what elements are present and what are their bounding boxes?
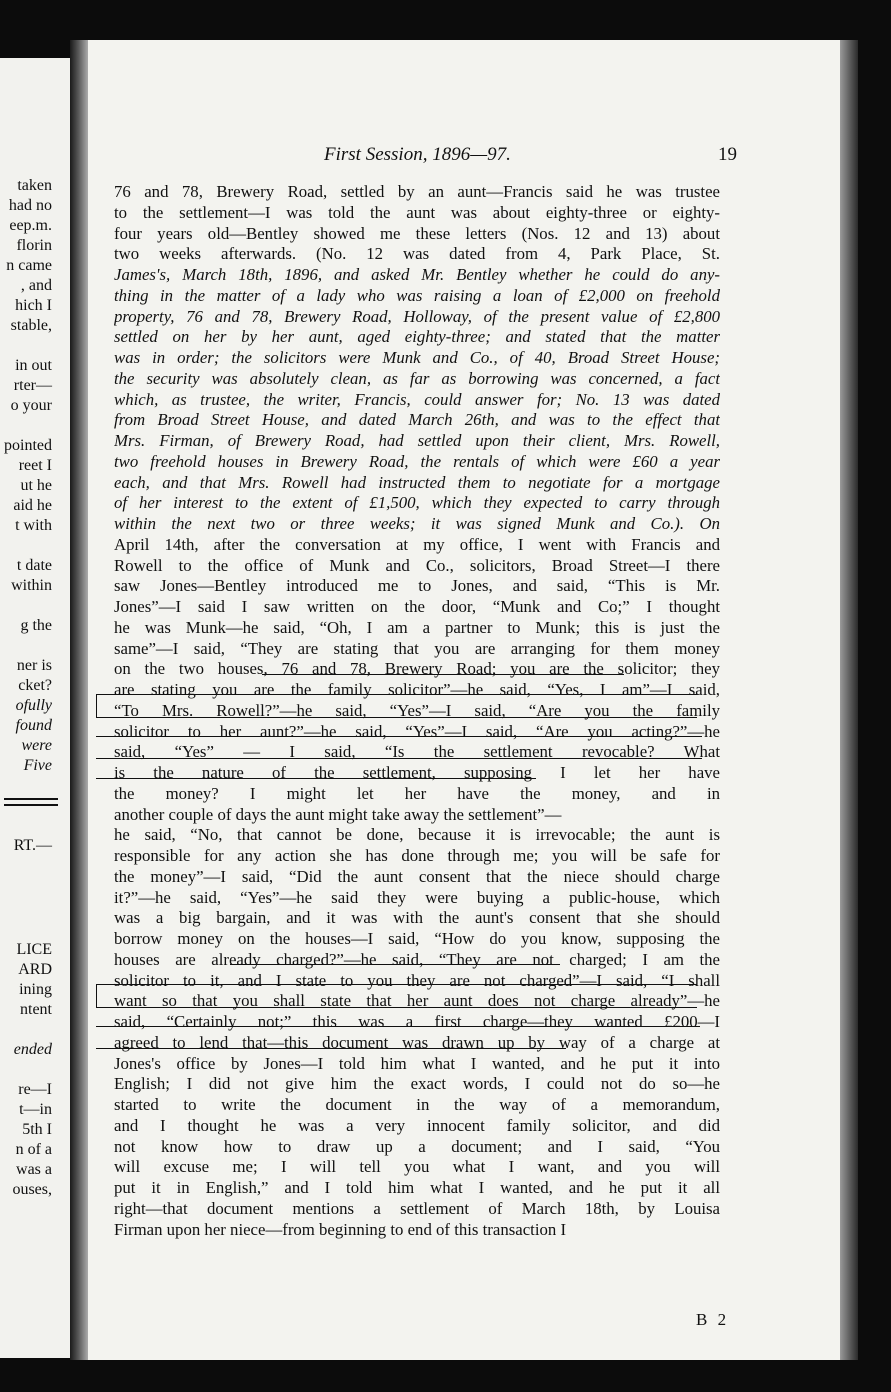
body-line: he was Munk—he said, “Oh, I am a partner to Munk; this is just the	[114, 617, 720, 637]
left-page-text-fragment: had no	[8, 197, 52, 214]
body-line: borrow money on the houses—I said, “How do you know, supposing the	[114, 929, 720, 948]
body-line: two weeks afterwards. (No. 12 was dated from 4, Park Place, St.	[114, 244, 720, 264]
body-line: which, as trustee, the writer, Francis, could answer for; No. 13 was dated	[114, 389, 720, 409]
body-line: said, “Certainly not;” this was a first charge—they wanted £200—I	[114, 1012, 720, 1031]
body-line: Mrs. Firman, of Brewery Road, had settled upon their client, Mrs. Rowell,	[114, 431, 720, 450]
left-page-text-fragment: were	[21, 737, 52, 754]
body-line: two freehold houses in Brewery Road, the rentals of which were £60 a year	[114, 451, 720, 471]
book-gutter	[70, 40, 90, 1360]
left-page-text-fragment: t with	[15, 517, 52, 534]
body-line: was a big bargain, and it was with the aunt's consent that she should	[114, 908, 720, 928]
left-page-text-fragment: Five	[23, 757, 52, 774]
left-page-text-fragment: was a	[16, 1161, 52, 1178]
left-page-text-fragment: eep.m.	[9, 217, 52, 234]
left-page-text-fragment: , and	[20, 277, 52, 294]
left-page-text-fragment: RT.—	[13, 837, 52, 854]
body-line: it?”—he said, “Yes”—he said they were buying a public-house, which	[114, 887, 720, 907]
left-page-text-fragment: 5th I	[22, 1121, 52, 1138]
left-page-text-fragment: within	[11, 577, 52, 594]
left-page-text-fragment: pointed	[4, 437, 52, 454]
body-line: the money? I might let her have the money, and in	[114, 783, 720, 803]
body-line: to the settlement—I was told the aunt was about eighty-three or eighty-	[114, 202, 720, 222]
left-page-text-fragment: stable,	[10, 317, 52, 334]
left-page-rule	[4, 798, 58, 800]
body-line: another couple of days the aunt might take away the settlement”—	[114, 804, 562, 824]
body-line: property, 76 and 78, Brewery Road, Holloway, of the present value of £2,800	[114, 306, 720, 326]
body-line: English; I did not give him the exact words, I could not do so—he	[114, 1074, 720, 1094]
left-page-text-fragment: found	[15, 717, 52, 734]
main-page	[88, 40, 840, 1360]
body-line: the money”—I said, “Did the aunt consent that the niece should charge	[114, 866, 720, 886]
left-page-text-fragment: rter—	[13, 377, 52, 394]
body-line: Jones”—I said I saw written on the door, “Munk and Co;” I thought	[114, 597, 720, 616]
left-page-text-fragment: in out	[15, 357, 52, 374]
page-number: 19	[718, 144, 737, 165]
body-line: 76 and 78, Brewery Road, settled by an aunt—Francis said he was trustee	[114, 182, 720, 201]
body-line: and I thought he was a very innocent family solicitor, and did	[114, 1115, 720, 1135]
left-page-text-fragment: ining	[19, 981, 52, 998]
left-page-text-fragment: ner is	[16, 657, 52, 674]
body-line: solicitor to her aunt?”—he said, “Yes”—I said, “Are you acting?”—he	[114, 721, 720, 741]
body-line: solicitor to it, and I state to you they are not charged”—I said, “I shall	[114, 970, 720, 990]
body-line: are stating you are the family solicitor”—he said, “Yes, I am”—I said,	[114, 680, 720, 699]
running-head: First Session, 1896—97.	[324, 144, 511, 165]
left-page-text-fragment: ut he	[20, 477, 52, 494]
left-page-text-fragment: cket?	[18, 677, 52, 694]
body-line: said, “Yes” — I said, “Is the settlement revocable? What	[114, 742, 720, 762]
left-page-text-fragment: re—I	[18, 1081, 52, 1098]
body-line: from Broad Street House, and dated March 26th, and was to the effect that	[114, 410, 720, 430]
body-line: within the next two or three weeks; it was signed Munk and Co.). On	[114, 514, 720, 533]
left-page-text-fragment: ntent	[20, 1001, 52, 1018]
body-line: Jones's office by Jones—I told him what I wanted, and he put it into	[114, 1053, 720, 1073]
body-line: started to write the document in the way of a memorandum,	[114, 1095, 720, 1114]
body-line: on the two houses, 76 and 78, Brewery Road; you are the solicitor; they	[114, 659, 720, 679]
left-page-text-fragment: ended	[13, 1041, 52, 1058]
body-line: want so that you shall state that her aunt does not charge already”—he	[114, 991, 720, 1011]
left-page-text-fragment: taken	[17, 177, 52, 194]
signature-mark: B 2	[696, 1310, 730, 1329]
body-line: Rowell to the office of Munk and Co., solicitors, Broad Street—I there	[114, 555, 720, 575]
left-page-text-fragment: g the	[20, 617, 52, 634]
body-line: houses are already charged?”—he said, “They are not charged; I am the	[114, 949, 720, 969]
body-line: will excuse me; I will tell you what I want, and you will	[114, 1157, 720, 1177]
left-page-text-fragment: ofully	[15, 697, 52, 714]
body-line: right—that document mentions a settlement of March 18th, by Louisa	[114, 1198, 720, 1218]
body-line: agreed to lend that—this document was drawn up by way of a charge at	[114, 1032, 720, 1052]
body-line: responsible for any action she has done through me; you will be safe for	[114, 846, 720, 865]
left-page-fragment	[0, 58, 70, 1358]
body-line: the security was absolutely clean, as far as borrowing was concerned, a fact	[114, 368, 720, 388]
body-line: thing in the matter of a lady who was raising a loan of £2,000 on freehold	[114, 285, 720, 305]
body-line: same”—I said, “They are stating that you are arranging for them money	[114, 638, 720, 658]
left-page-text-fragment: t date	[16, 557, 52, 574]
body-line: “To Mrs. Rowell?”—he said, “Yes”—I said, “Are you the family	[114, 700, 720, 720]
left-page-text-fragment: LICE	[16, 941, 52, 958]
body-line: he said, “No, that cannot be done, because it is irrevocable; the aunt is	[114, 825, 720, 845]
body-line: saw Jones—Bentley introduced me to Jones, and said, “This is Mr.	[114, 576, 720, 596]
left-page-text-fragment: florin	[16, 237, 52, 254]
left-page-text-fragment: o your	[10, 397, 52, 414]
left-page-rule	[4, 804, 58, 806]
left-page-text-fragment: n came	[6, 257, 52, 274]
body-line: each, and that Mrs. Rowell had instructed them to negotiate for a mortgage	[114, 472, 720, 492]
left-page-text-fragment: n of a	[15, 1141, 52, 1158]
left-page-text-fragment: aid he	[13, 497, 52, 514]
body-line: four years old—Bentley showed me these letters (Nos. 12 and 13) about	[114, 223, 720, 243]
body-line: of her interest to the extent of £1,500, which they expected to carry through	[114, 493, 720, 513]
left-page-text-fragment: reet I	[18, 457, 52, 474]
body-line: not know how to draw up a document; and I said, “You	[114, 1136, 720, 1156]
body-line: April 14th, after the conversation at my office, I went with Francis and	[114, 534, 720, 554]
body-text	[114, 182, 720, 1240]
left-page-text-fragment: t—in	[19, 1101, 52, 1118]
left-page-text-fragment: ARD	[18, 961, 52, 978]
body-line: James's, March 18th, 1896, and asked Mr. Bentley whether he could do any-	[114, 265, 720, 284]
body-line: settled on her by her aunt, aged eighty-three; and stated that the matter	[114, 327, 720, 347]
left-page-text-fragment: hich I	[15, 297, 52, 314]
body-line: was in order; the solicitors were Munk and Co., of 40, Broad Street House;	[114, 348, 720, 367]
body-line: Firman upon her niece—from beginning to end of this transaction I	[114, 1219, 567, 1239]
body-line: is the nature of the settlement, supposing I let her have	[114, 763, 720, 782]
body-line: put it in English,” and I told him what I wanted, and he put it all	[114, 1178, 720, 1197]
left-page-text-fragment: ouses,	[12, 1181, 52, 1198]
